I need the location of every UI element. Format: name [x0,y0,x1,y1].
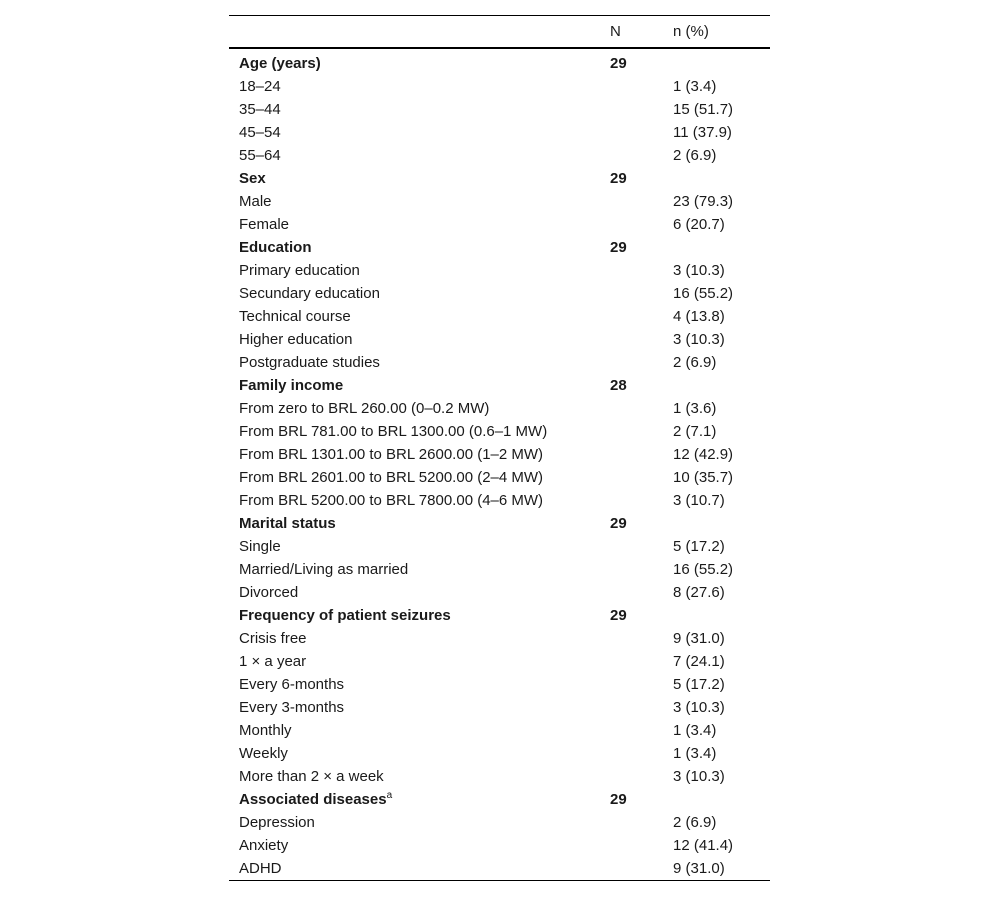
table-row [229,259,770,282]
table-row [229,420,770,443]
row-pct: 5 (17.2) [673,538,725,555]
row-pct: 3 (10.3) [673,331,725,348]
category-label: Education [239,239,312,256]
table-row [229,98,770,121]
category-label-cell [229,788,610,811]
demographics-table-container [229,15,770,881]
row-label: Primary education [239,262,360,279]
row-n [610,259,673,282]
table-row [229,443,770,466]
row-n [610,765,673,788]
table-row [229,328,770,351]
row-n [610,811,673,834]
header-row [229,16,770,49]
row-pct: 7 (24.1) [673,653,725,670]
row-pct: 1 (3.4) [673,745,717,762]
table-row [229,650,770,673]
table-header [229,16,770,49]
category-n: 29 [610,239,627,256]
row-label: Crisis free [239,630,307,647]
row-pct: 2 (6.9) [673,354,717,371]
row-pct: 2 (6.9) [673,147,717,164]
category-label-cell [229,604,610,627]
row-pct: 3 (10.3) [673,262,725,279]
row-label: 55–64 [239,147,281,164]
row-n [610,558,673,581]
row-pct: 3 (10.7) [673,492,725,509]
table-row [229,834,770,857]
category-label: Associated diseases [239,791,387,808]
table-row [229,535,770,558]
category-label-cell [229,512,610,535]
category-pct [673,788,770,811]
row-pct: 16 (55.2) [673,285,734,302]
row-n [610,857,673,881]
category-row [229,48,770,75]
row-n [610,834,673,857]
row-pct: 3 (10.3) [673,699,725,716]
table-row [229,305,770,328]
row-n [610,489,673,512]
category-label: Family income [239,377,344,394]
row-pct: 3 (10.3) [673,768,725,785]
row-n [610,98,673,121]
table-row [229,811,770,834]
row-pct: 9 (31.0) [673,630,725,647]
row-pct: 1 (3.6) [673,400,717,417]
row-n [610,144,673,167]
row-n [610,305,673,328]
table-row [229,466,770,489]
category-pct [673,167,770,190]
row-n [610,466,673,489]
row-label: More than 2 × a week [239,768,384,785]
category-label-cell [229,48,610,75]
table-body [229,48,770,881]
row-pct: 2 (7.1) [673,423,717,440]
row-label: Female [239,216,290,233]
row-pct: 2 (6.9) [673,814,717,831]
row-label: Every 3-months [239,699,345,716]
row-label: Every 6-months [239,676,345,693]
table-row [229,558,770,581]
row-pct: 12 (42.9) [673,446,734,463]
row-label: Anxiety [239,837,289,854]
row-label: ADHD [239,860,282,877]
table-row [229,397,770,420]
row-label: From zero to BRL 260.00 (0–0.2 MW) [239,400,490,417]
category-label: Marital status [239,515,336,532]
row-label: From BRL 5200.00 to BRL 7800.00 (4–6 MW) [239,492,544,509]
category-pct [673,374,770,397]
row-pct: 5 (17.2) [673,676,725,693]
row-n [610,650,673,673]
row-label: Monthly [239,722,292,739]
row-label: Divorced [239,584,299,601]
category-row [229,167,770,190]
footnote-marker: a [386,790,393,801]
row-n [610,351,673,374]
row-pct: 1 (3.4) [673,78,717,95]
row-pct: 12 (41.4) [673,837,734,854]
row-label: 18–24 [239,78,281,95]
row-pct: 10 (35.7) [673,469,734,486]
row-pct: 4 (13.8) [673,308,725,325]
row-pct: 11 (37.9) [673,124,732,141]
row-n [610,443,673,466]
row-label: From BRL 2601.00 to BRL 5200.00 (2–4 MW) [239,469,544,486]
table-row [229,282,770,305]
row-label: Postgraduate studies [239,354,380,371]
row-n [610,535,673,558]
header-pct: n (%) [673,23,709,40]
row-pct: 15 (51.7) [673,101,734,118]
table-row [229,857,770,881]
row-label: Married/Living as married [239,561,409,578]
row-n [610,75,673,98]
category-pct [673,48,770,75]
header-n: N [610,23,621,40]
row-pct: 6 (20.7) [673,216,725,233]
row-pct: 9 (31.0) [673,860,725,877]
table-row [229,121,770,144]
row-label: Technical course [239,308,351,325]
category-pct [673,604,770,627]
category-row [229,236,770,259]
row-label: 35–44 [239,101,281,118]
category-label-cell [229,167,610,190]
category-n: 29 [610,170,627,187]
row-label: Weekly [239,745,288,762]
row-n [610,397,673,420]
category-label-cell [229,374,610,397]
row-n [610,581,673,604]
category-row [229,374,770,397]
table-row [229,190,770,213]
table-row [229,719,770,742]
category-label: Age (years) [239,55,321,72]
category-n: 29 [610,55,627,72]
category-pct [673,236,770,259]
row-n [610,742,673,765]
row-n [610,420,673,443]
category-row [229,788,770,811]
row-label: 1 × a year [239,653,307,670]
row-n [610,121,673,144]
table-row [229,765,770,788]
row-label: 45–54 [239,124,281,141]
row-pct: 1 (3.4) [673,722,717,739]
category-label: Frequency of patient seizures [239,607,451,624]
row-label: Depression [239,814,315,831]
category-label-cell [229,236,610,259]
category-n: 29 [610,791,627,808]
row-pct: 23 (79.3) [673,193,734,210]
row-label: Male [239,193,272,210]
category-row [229,604,770,627]
row-n [610,282,673,305]
row-n [610,696,673,719]
header-label [229,16,610,49]
table-row [229,742,770,765]
table-row [229,75,770,98]
table-row [229,581,770,604]
row-n [610,719,673,742]
row-n [610,328,673,351]
category-row [229,512,770,535]
table-row [229,144,770,167]
row-n [610,627,673,650]
row-label: From BRL 781.00 to BRL 1300.00 (0.6–1 MW) [239,423,548,440]
category-pct [673,512,770,535]
row-label: From BRL 1301.00 to BRL 2600.00 (1–2 MW) [239,446,544,463]
category-n: 29 [610,607,627,624]
table-row [229,673,770,696]
table-row [229,489,770,512]
row-label: Higher education [239,331,353,348]
table-row [229,627,770,650]
row-n [610,673,673,696]
row-label: Single [239,538,281,555]
row-n [610,190,673,213]
table-row [229,696,770,719]
row-pct: 16 (55.2) [673,561,734,578]
demographics-table [229,15,770,881]
row-pct: 8 (27.6) [673,584,725,601]
row-n [610,213,673,236]
row-label: Secundary education [239,285,380,302]
category-n: 28 [610,377,627,394]
table-row [229,351,770,374]
category-n: 29 [610,515,627,532]
category-label: Sex [239,170,266,187]
table-row [229,213,770,236]
